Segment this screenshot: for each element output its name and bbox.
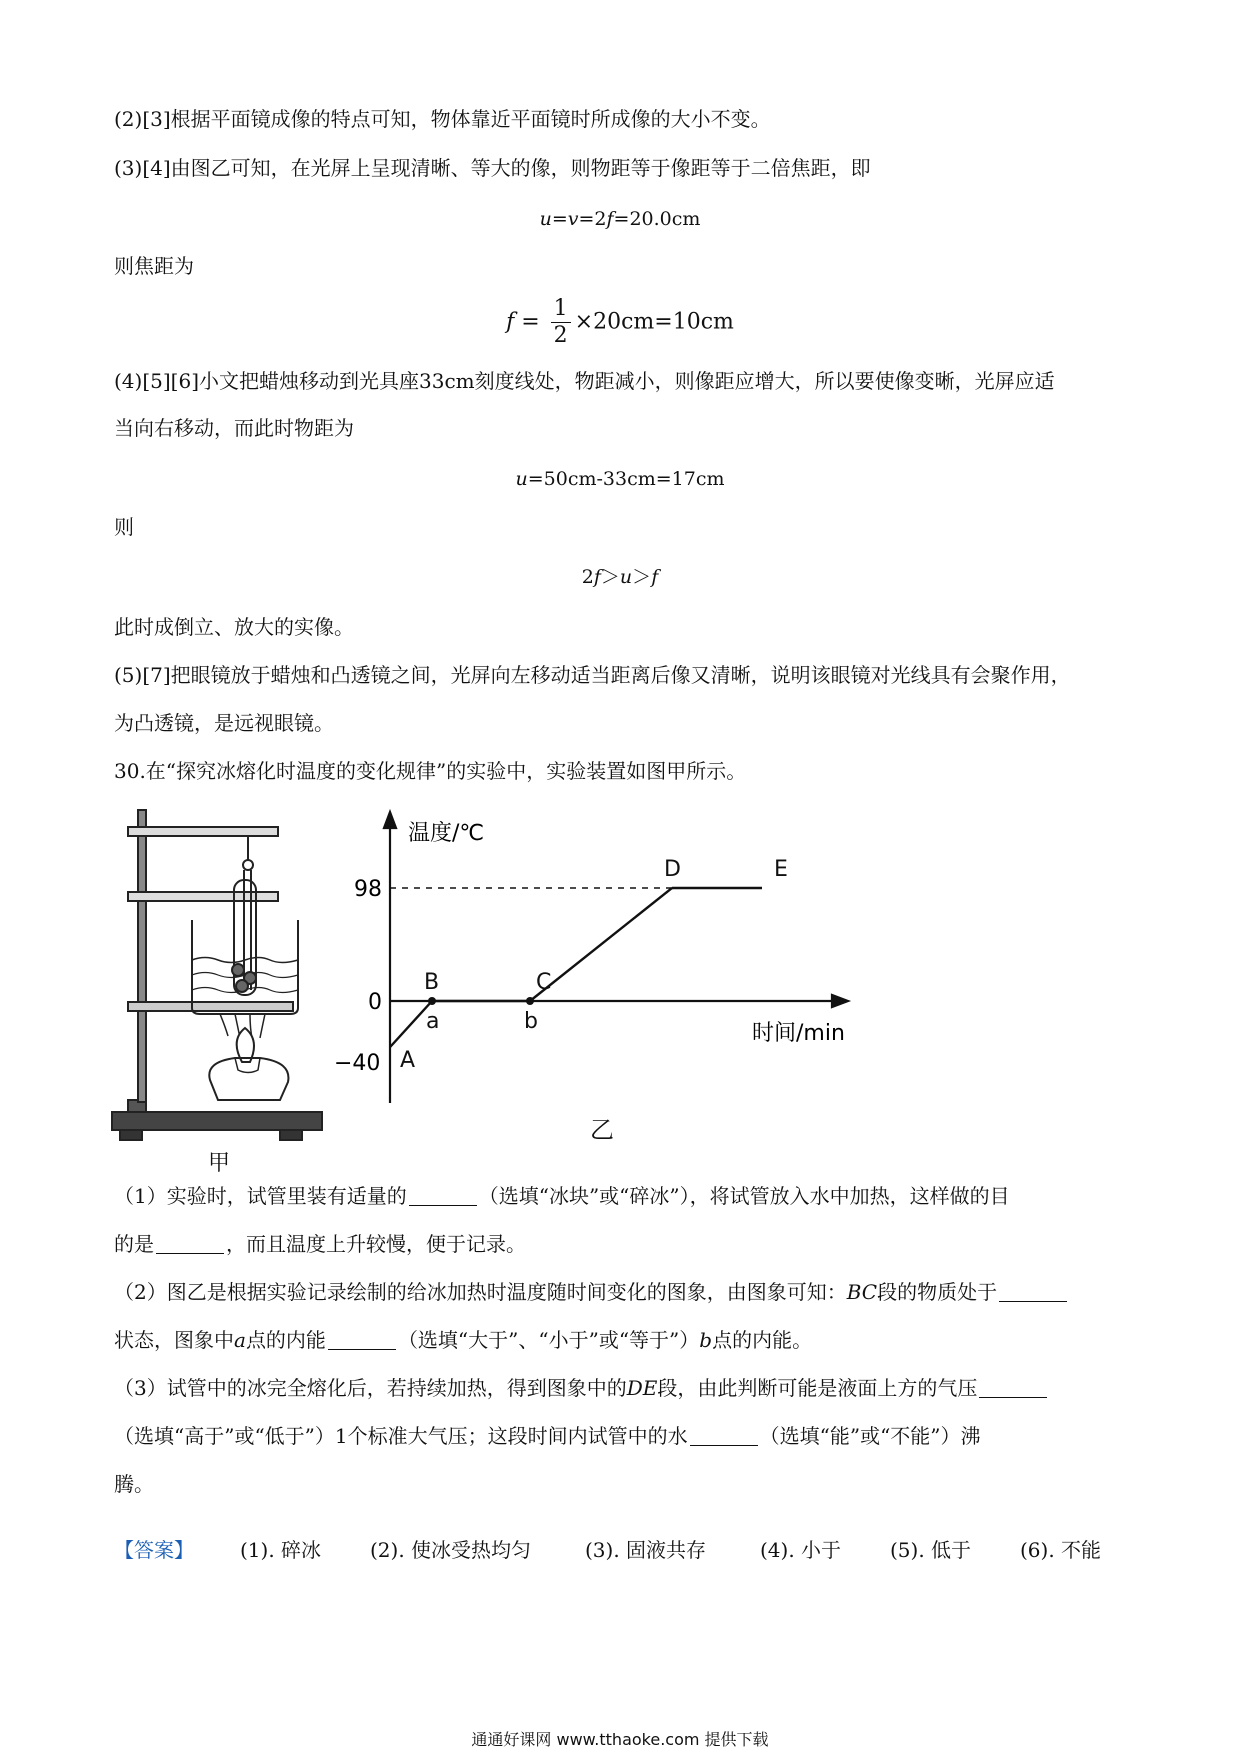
- clamp-arm-top: [128, 827, 278, 836]
- point-label-B: B: [424, 970, 440, 995]
- marker-a: [428, 997, 436, 1005]
- answer-3: (3). 固液共存: [585, 1538, 707, 1562]
- question-1-line-1: （1）实验时，试管里装有适量的 （选填“冰块”或“碎冰”），将试管放入水中加热，这样做的目: [114, 1184, 1010, 1208]
- marker-b: [526, 997, 534, 1005]
- blank-5[interactable]: [979, 1377, 1047, 1398]
- blank-1[interactable]: [409, 1185, 477, 1206]
- answer-4: (4). 小于: [760, 1538, 842, 1562]
- question-1-line-2: 的是 ，而且温度上升较慢，便于记录。: [114, 1232, 526, 1256]
- blank-2[interactable]: [156, 1233, 224, 1254]
- point-label-a: a: [426, 1009, 440, 1034]
- equation-2: f = $\frac{1}{2}$ ×20cm=10cm: [506, 296, 734, 348]
- x-axis-label: 时间/min: [752, 1021, 845, 1046]
- figure-jia-label: 甲: [208, 1151, 231, 1176]
- point-label-E: E: [774, 857, 788, 882]
- equation-1: u=v=2f=20.0cm: [539, 208, 701, 230]
- footer: 通通好课网 www.tthaoke.com 提供下载: [471, 1730, 769, 1749]
- alcohol-lamp: [209, 1058, 288, 1100]
- p6: 则: [114, 515, 134, 539]
- tick-0: 0: [368, 990, 382, 1015]
- answer-6: (6). 不能: [1020, 1538, 1102, 1562]
- p1: (2)[3]根据平面镜成像的特点可知，物体靠近平面镜时所成像的大小不变。: [114, 107, 771, 131]
- ring-support: [128, 1002, 293, 1011]
- equation-3: u=50cm-33cm=17cm: [515, 468, 725, 490]
- answer-tag: 【答案】: [114, 1538, 194, 1562]
- question-2-line-1: （2）图乙是根据实验记录绘制的给冰加热时温度随时间变化的图象，由图象可知：BC段的物质处于: [114, 1277, 1069, 1307]
- p5: 当向右移动，而此时物距为: [114, 416, 354, 440]
- point-label-C: C: [536, 970, 552, 995]
- y-axis-label: 温度/℃: [408, 821, 485, 846]
- p10-question-30: 30.在“探究冰熔化时温度的变化规律”的实验中，实验装置如图甲所示。: [114, 759, 747, 783]
- blank-3[interactable]: [999, 1281, 1067, 1302]
- stand-base: [112, 1112, 322, 1130]
- point-label-b: b: [524, 1009, 538, 1034]
- x-axis-arrow: [832, 995, 848, 1007]
- point-label-A: A: [400, 1048, 416, 1074]
- p8: (5)[7]把眼镜放于蜡烛和凸透镜之间，光屏向左移动适当距离后像又清晰，说明该眼镜对光线具有会聚作用，: [114, 663, 1071, 687]
- p7: 此时成倒立、放大的实像。: [114, 615, 354, 639]
- temperature-time-graph: [320, 808, 880, 1148]
- y-axis-arrow: [384, 812, 396, 828]
- point-label-D: D: [664, 857, 681, 882]
- answer-1: (1). 碎冰: [240, 1538, 322, 1562]
- p3: 则焦距为: [114, 254, 194, 278]
- question-3-line-1: （3）试管中的冰完全熔化后，若持续加热，得到图象中的DE段，由此判断可能是液面上方的气压: [114, 1373, 1049, 1403]
- answer-5: (5). 低于: [890, 1538, 972, 1562]
- question-3-line-2: （选填“高于”或“低于”）1个标准大气压；这段时间内试管中的水 （选填“能”或“不能”）沸: [114, 1424, 981, 1448]
- question-2-line-2: 状态，图象中a点的内能 （选填“大于”、“小于”或“等于”）b点的内能。: [114, 1328, 813, 1352]
- tick-neg40: −40: [334, 1051, 381, 1076]
- apparatus-figure: [110, 800, 340, 1180]
- answer-2: (2). 使冰受热均匀: [370, 1538, 532, 1562]
- tick-98: 98: [354, 877, 382, 902]
- equation-4: 2f＞u＞f: [581, 566, 659, 588]
- p9: 为凸透镜，是远视眼镜。: [114, 711, 334, 735]
- stand-rod: [138, 810, 146, 1102]
- p2: (3)[4]由图乙可知，在光屏上呈现清晰、等大的像，则物距等于像距等于二倍焦距，即: [114, 156, 871, 180]
- p4: (4)[5][6]小文把蜡烛移动到光具座33cm刻度线处，物距减小，则像距应增大，所以要使像变晰，光屏应适: [114, 369, 1055, 393]
- blank-4[interactable]: [328, 1329, 396, 1350]
- question-3-line-3: 腾。: [114, 1472, 154, 1496]
- blank-6[interactable]: [690, 1425, 758, 1446]
- figure-yi-label: 乙: [590, 1116, 614, 1144]
